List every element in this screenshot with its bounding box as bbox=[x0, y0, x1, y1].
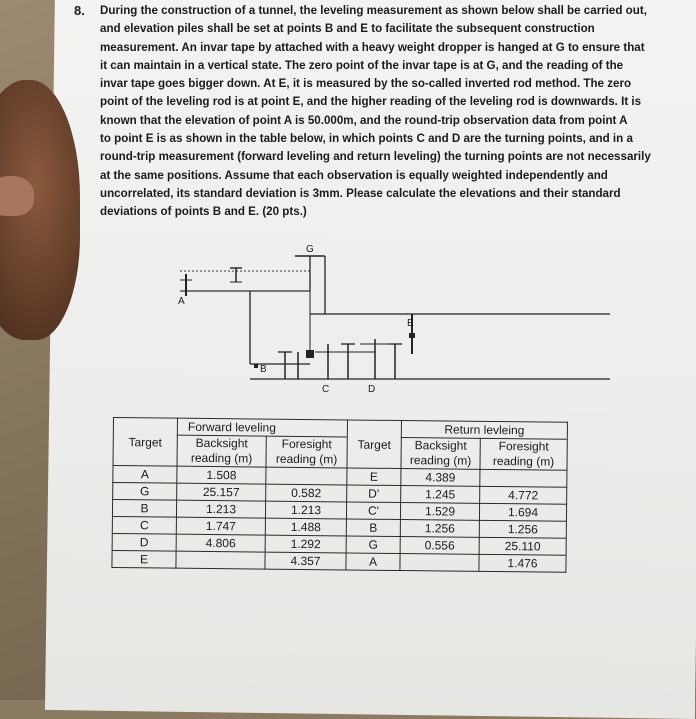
forward-target: B bbox=[112, 500, 176, 518]
problem-line: deviations of points B and E. (20 pts.) bbox=[100, 205, 307, 219]
problem-line: uncorrelated, its standard deviation is 3mm. Please calculate the elevations and their standard bbox=[100, 186, 621, 200]
forward-target-header: Target bbox=[113, 418, 177, 467]
forward-backsight: 1.747 bbox=[176, 517, 265, 535]
forward-target: C bbox=[112, 516, 176, 534]
forward-foresight-header: Foresight reading (m) bbox=[266, 436, 347, 468]
label-d: D bbox=[368, 384, 376, 394]
problem-line: During the construction of a tunnel, the leveling measurement as shown below shall be carried out, bbox=[100, 4, 647, 17]
forward-backsight bbox=[176, 551, 265, 569]
return-backsight: 1.256 bbox=[400, 520, 479, 538]
problem-line: round-trip measurement (forward leveling and return leveling) the turning points are not necessarily bbox=[100, 150, 651, 164]
problem-text bbox=[100, 2, 651, 222]
forward-foresight: 0.582 bbox=[266, 484, 347, 502]
return-target: A bbox=[346, 553, 400, 571]
problem-line: and elevation piles shall be set at points B and E to facilitate the subsequent construction bbox=[100, 22, 595, 36]
return-foresight: 1.476 bbox=[479, 554, 566, 572]
forward-backsight-header: Backsight reading (m) bbox=[177, 435, 266, 467]
return-backsight: 1.529 bbox=[400, 503, 479, 521]
label-e: E bbox=[407, 318, 414, 329]
return-backsight: 1.245 bbox=[401, 486, 480, 504]
forward-backsight: 1.213 bbox=[176, 500, 265, 518]
forward-foresight: 4.357 bbox=[265, 552, 346, 570]
problem-line: at the same positions. Assume that each observation is equally weighted independently and bbox=[100, 168, 608, 182]
forward-target: E bbox=[112, 550, 176, 568]
forward-target: A bbox=[113, 466, 177, 484]
weight-dropper bbox=[306, 350, 314, 358]
return-target-header: Target bbox=[347, 420, 401, 469]
return-target: G bbox=[346, 536, 400, 554]
thumbnail bbox=[0, 176, 34, 216]
forward-title: Forward leveling bbox=[177, 418, 347, 437]
problem-line: point of the leveling rod is at point E, and the higher reading of the leveling rod is downwards. It is bbox=[100, 95, 642, 109]
forward-target: G bbox=[113, 483, 177, 501]
return-backsight: 0.556 bbox=[400, 537, 479, 555]
tunnel-leveling-diagram bbox=[150, 244, 620, 394]
forward-backsight: 25.157 bbox=[177, 483, 266, 501]
problem-line: invar tape goes bigger down. At E, it is measured by the so-called inverted rod method. The zero bbox=[100, 77, 632, 91]
problem-line: it can maintain in a vertical state. The zero point of the invar tape is at G, and the reading of the bbox=[100, 58, 624, 72]
problem-line: measurement. An invar tape by attached with a heavy weight dropper is hanged at G to ensure that bbox=[100, 40, 645, 54]
return-foresight: 1.694 bbox=[479, 503, 566, 521]
forward-foresight: 1.213 bbox=[265, 501, 346, 519]
label-a: A bbox=[178, 296, 185, 307]
return-backsight-header: Backsight reading (m) bbox=[401, 438, 480, 470]
return-foresight: 1.256 bbox=[479, 520, 566, 538]
return-foresight bbox=[480, 469, 567, 487]
return-target: D' bbox=[347, 485, 401, 503]
problem-line: known that the elevation of point A is 50.000m, and the round-trip observation data from point A bbox=[100, 113, 628, 127]
return-title: Return levleing bbox=[401, 421, 567, 440]
problem-number: 8. bbox=[74, 3, 85, 18]
forward-foresight: 1.292 bbox=[265, 535, 346, 553]
return-foresight-header: Foresight reading (m) bbox=[480, 438, 567, 470]
return-target: C' bbox=[346, 502, 400, 520]
return-foresight: 4.772 bbox=[480, 486, 567, 504]
forward-target: D bbox=[112, 533, 176, 551]
return-backsight: 4.389 bbox=[401, 469, 480, 487]
forward-foresight: 1.488 bbox=[265, 518, 346, 536]
forward-backsight: 1.508 bbox=[177, 466, 266, 484]
return-target: E bbox=[347, 468, 401, 486]
label-g: G bbox=[306, 244, 314, 255]
problem-statement bbox=[74, 2, 651, 222]
observation-table bbox=[111, 417, 568, 573]
point-b-marker bbox=[254, 364, 258, 368]
problem-line: to point E is as shown in the table below, in which points C and D are the turning points, and in a bbox=[100, 132, 633, 146]
forward-foresight bbox=[266, 467, 347, 485]
forward-backsight: 4.806 bbox=[176, 534, 265, 552]
return-foresight: 25.110 bbox=[479, 537, 566, 555]
label-c: C bbox=[322, 384, 330, 394]
label-b: B bbox=[260, 364, 267, 375]
point-e-marker bbox=[409, 333, 415, 338]
return-target: B bbox=[346, 519, 400, 537]
return-backsight bbox=[400, 554, 479, 572]
